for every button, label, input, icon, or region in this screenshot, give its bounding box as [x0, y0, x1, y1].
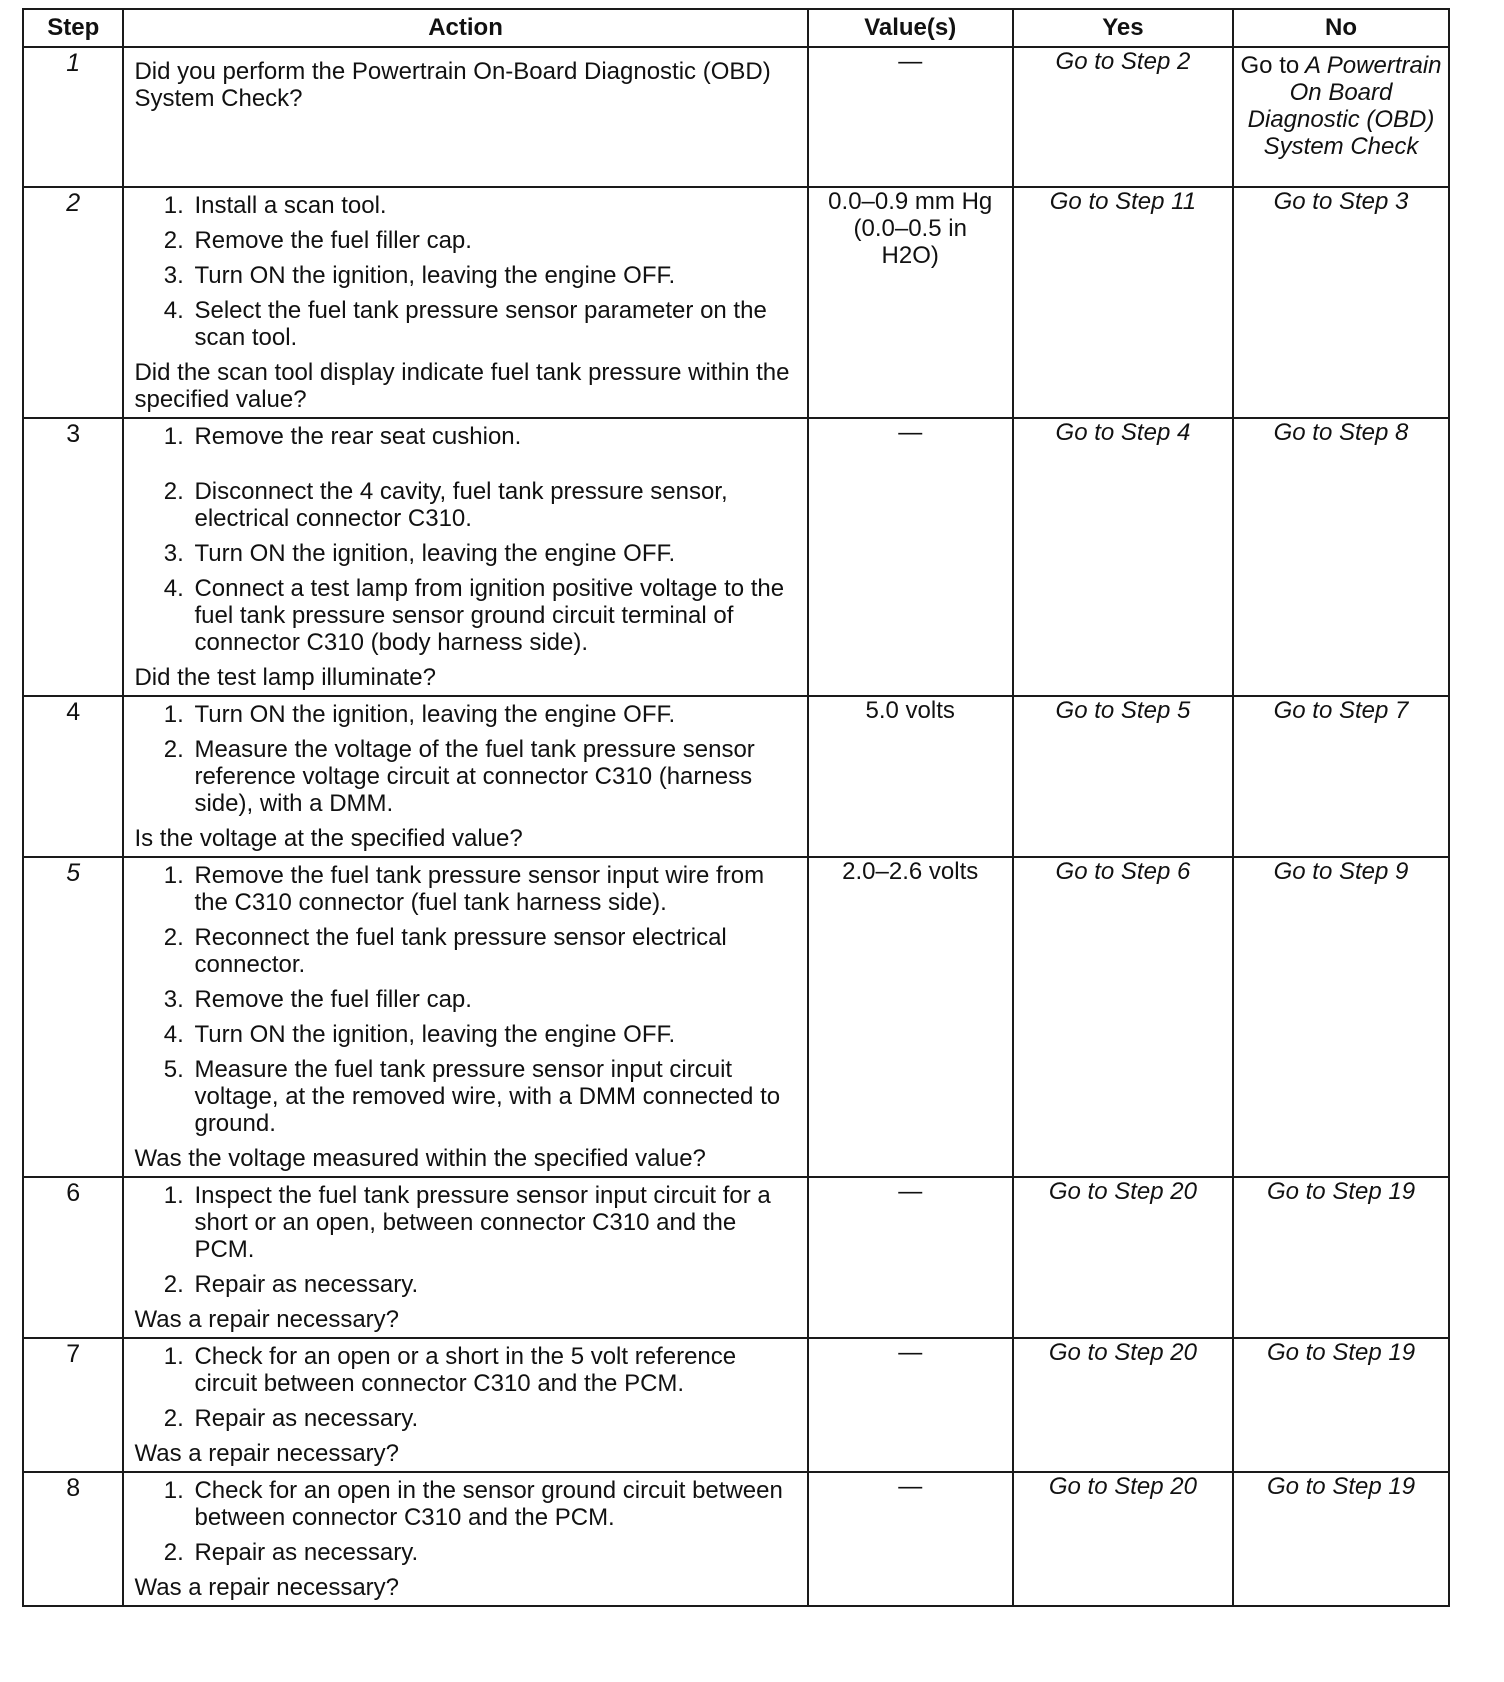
list-item: 4. Connect a test lamp from ignition positive voltage to the fuel tank pressure sensor ground circuit terminal of connector C310 (body harness side).: [190, 575, 796, 656]
list-item: 3. Turn ON the ignition, leaving the engine OFF.: [190, 262, 796, 289]
action-question: Is the voltage at the specified value?: [134, 825, 523, 852]
action-question: Did you perform the Powertrain On-Board Diagnostic (OBD) System Check?: [134, 58, 771, 112]
list-item: 3. Remove the fuel filler cap.: [190, 986, 796, 1013]
table-row: [23, 857, 1449, 1177]
table-row: [23, 696, 1449, 857]
action-question: Was the voltage measured within the specified value?: [134, 1145, 706, 1172]
list-item: 2. Remove the fuel filler cap.: [190, 227, 796, 254]
action-cell: [123, 187, 807, 418]
action-question: Did the test lamp illuminate?: [134, 664, 436, 691]
list-item: 2. Measure the voltage of the fuel tank pressure sensor reference voltage circuit at connector C310 (harness side), with a DMM.: [190, 736, 796, 817]
list-item: 1. Remove the fuel tank pressure sensor input wire from the C310 connector (fuel tank harness side).: [190, 862, 796, 916]
no-cell: Go to Step 8: [1233, 418, 1449, 696]
step-number: 1: [23, 47, 123, 187]
no-reference: A Powertrain On Board Diagnostic (OBD) System Check: [1247, 52, 1442, 160]
yes-cell: Go to Step 4: [1013, 418, 1233, 696]
yes-cell: Go to Step 20: [1013, 1338, 1233, 1472]
table-row: [23, 1338, 1449, 1472]
table-row: [23, 418, 1449, 696]
action-list: [134, 862, 796, 1137]
value-cell: —: [808, 47, 1013, 187]
list-item: 1. Check for an open in the sensor ground circuit between between connector C310 and the PCM.: [190, 1477, 796, 1531]
action-list: [134, 1477, 796, 1566]
action-list: [134, 1343, 796, 1432]
no-cell: Go to Step 19: [1233, 1472, 1449, 1606]
header-no: No: [1233, 9, 1449, 47]
no-prefix: Go to: [1240, 52, 1300, 79]
value-cell: —: [808, 418, 1013, 696]
action-cell: [123, 418, 807, 696]
yes-cell: Go to Step 5: [1013, 696, 1233, 857]
no-cell: [1233, 47, 1449, 187]
value-line: 0.0–0.9 mm Hg: [828, 188, 993, 215]
action-question: Did the scan tool display indicate fuel tank pressure within the specified value?: [134, 359, 790, 413]
action-cell: [123, 1472, 807, 1606]
list-item: 4. Select the fuel tank pressure sensor parameter on the scan tool.: [190, 297, 796, 351]
value-cell: 5.0 volts: [808, 696, 1013, 857]
yes-cell: Go to Step 20: [1013, 1177, 1233, 1338]
value-cell: —: [808, 1338, 1013, 1472]
list-item: 2. Repair as necessary.: [190, 1405, 796, 1432]
action-cell: [123, 1177, 807, 1338]
list-item: 1. Inspect the fuel tank pressure sensor input circuit for a short or an open, between connector C310 and the PCM.: [190, 1182, 796, 1263]
table-row: [23, 1177, 1449, 1338]
action-question: Was a repair necessary?: [134, 1306, 400, 1333]
action-list: [134, 701, 796, 817]
header-yes: Yes: [1013, 9, 1233, 47]
list-item: 2. Repair as necessary.: [190, 1271, 796, 1298]
step-number: 3: [23, 418, 123, 696]
list-item: 2. Disconnect the 4 cavity, fuel tank pressure sensor, electrical connector C310.: [190, 478, 796, 532]
table-row: [23, 1472, 1449, 1606]
value-line: H2O): [881, 242, 939, 269]
step-number: 7: [23, 1338, 123, 1472]
action-cell: [123, 696, 807, 857]
value-line: (0.0–0.5 in: [853, 215, 967, 242]
list-item: 1. Remove the rear seat cushion.: [190, 423, 796, 450]
table-row: [23, 47, 1449, 187]
diagnostic-table: [22, 8, 1450, 1607]
step-number: 4: [23, 696, 123, 857]
yes-cell: Go to Step 11: [1013, 187, 1233, 418]
list-item: 2. Repair as necessary.: [190, 1539, 796, 1566]
action-question: Was a repair necessary?: [134, 1574, 400, 1601]
list-item: 3. Turn ON the ignition, leaving the engine OFF.: [190, 540, 796, 567]
value-cell: 2.0–2.6 volts: [808, 857, 1013, 1177]
header-step: Step: [23, 9, 123, 47]
no-cell: Go to Step 7: [1233, 696, 1449, 857]
value-cell: [808, 187, 1013, 418]
table-row: [23, 187, 1449, 418]
value-cell: —: [808, 1472, 1013, 1606]
list-item: 5. Measure the fuel tank pressure sensor input circuit voltage, at the removed wire, with a DMM connected to ground.: [190, 1056, 796, 1137]
action-list: [134, 423, 796, 656]
value-cell: —: [808, 1177, 1013, 1338]
list-item: 1. Check for an open or a short in the 5 volt reference circuit between connector C310 and the PCM.: [190, 1343, 796, 1397]
step-number: 2: [23, 187, 123, 418]
action-cell: [123, 1338, 807, 1472]
no-cell: Go to Step 19: [1233, 1338, 1449, 1472]
step-number: 8: [23, 1472, 123, 1606]
yes-cell: Go to Step 20: [1013, 1472, 1233, 1606]
list-item: 4. Turn ON the ignition, leaving the engine OFF.: [190, 1021, 796, 1048]
yes-cell: Go to Step 6: [1013, 857, 1233, 1177]
list-item: 1. Turn ON the ignition, leaving the engine OFF.: [190, 701, 796, 728]
no-cell: Go to Step 9: [1233, 857, 1449, 1177]
action-list: [134, 192, 796, 351]
list-item: 1. Install a scan tool.: [190, 192, 796, 219]
header-values: Value(s): [808, 9, 1013, 47]
header-row: [23, 9, 1449, 47]
yes-cell: Go to Step 2: [1013, 47, 1233, 187]
action-list: [134, 1182, 796, 1298]
step-number: 5: [23, 857, 123, 1177]
list-item: 2. Reconnect the fuel tank pressure sensor electrical connector.: [190, 924, 796, 978]
action-question: Was a repair necessary?: [134, 1440, 400, 1467]
action-cell: [123, 47, 807, 187]
action-cell: [123, 857, 807, 1177]
header-action: Action: [123, 9, 807, 47]
step-number: 6: [23, 1177, 123, 1338]
no-cell: Go to Step 19: [1233, 1177, 1449, 1338]
no-cell: Go to Step 3: [1233, 187, 1449, 418]
